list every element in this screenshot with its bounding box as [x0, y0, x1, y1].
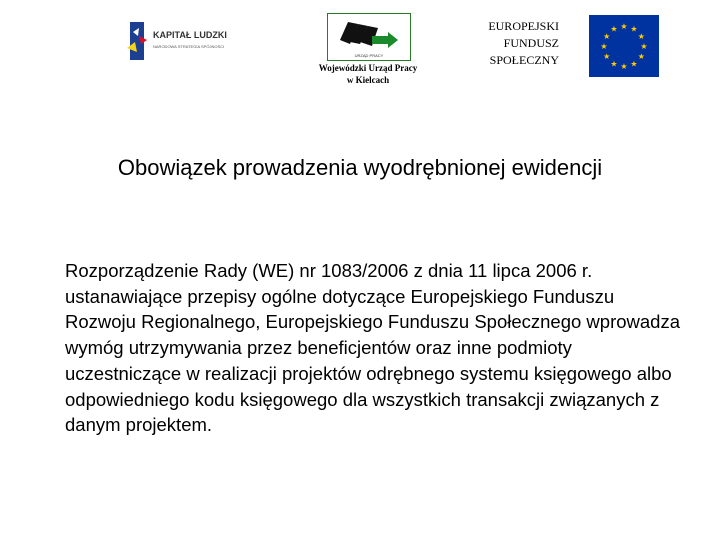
eu-star-icon: ★: [600, 42, 608, 51]
eu-star-icon: ★: [603, 52, 611, 61]
slide-title: Obowiązek prowadzenia wyodrębnionej ewidencji: [117, 155, 603, 180]
eu-star-icon: ★: [620, 22, 628, 31]
kapital-ludzki-emblem-icon: [125, 20, 151, 62]
eu-star-icon: ★: [630, 59, 638, 69]
eu-star-icon: ★: [640, 42, 648, 51]
slide-body: Rozporządzenie Rady (WE) nr 1083/2006 z dnia 11 lipca 2006 r. ustanawiające przepisy ogólne dotyczące Europejskiego Funduszu Rozwoju Regionalnego, Europejskiego Funduszu Społecznego wprowadza wymóg utrzymywania przez beneficjentów oraz inne podmioty uczestniczące w realizacji projektów odrębnego systemu księgowego albo odpowiedniego kodu księgowego dla wszystkich transakcji związanych z danym projektem.: [65, 260, 680, 436]
wup-name: Wojewódzki Urząd Pracy w Kielcach: [318, 63, 418, 85]
eu-star-icon: ★: [603, 32, 611, 41]
eu-star-icon: ★: [620, 62, 628, 71]
eu-star-icon: ★: [637, 32, 645, 41]
wup-logo: URZĄD PRACY: [327, 13, 411, 61]
eu-star-icon: ★: [637, 52, 645, 61]
efs-label: EUROPEJSKI FUNDUSZ SPOŁECZNY: [488, 19, 559, 67]
eu-star-icon: ★: [630, 24, 638, 34]
eu-star-icon: ★: [610, 24, 618, 34]
eu-flag-icon: [589, 15, 659, 77]
wup-emblem-icon: [328, 14, 410, 52]
eu-star-icon: ★: [610, 59, 618, 69]
kapital-ludzki-logo: KAPITAŁ LUDZKI NARODOWA STRATEGIA SPÓJNOŚCI: [125, 20, 255, 62]
